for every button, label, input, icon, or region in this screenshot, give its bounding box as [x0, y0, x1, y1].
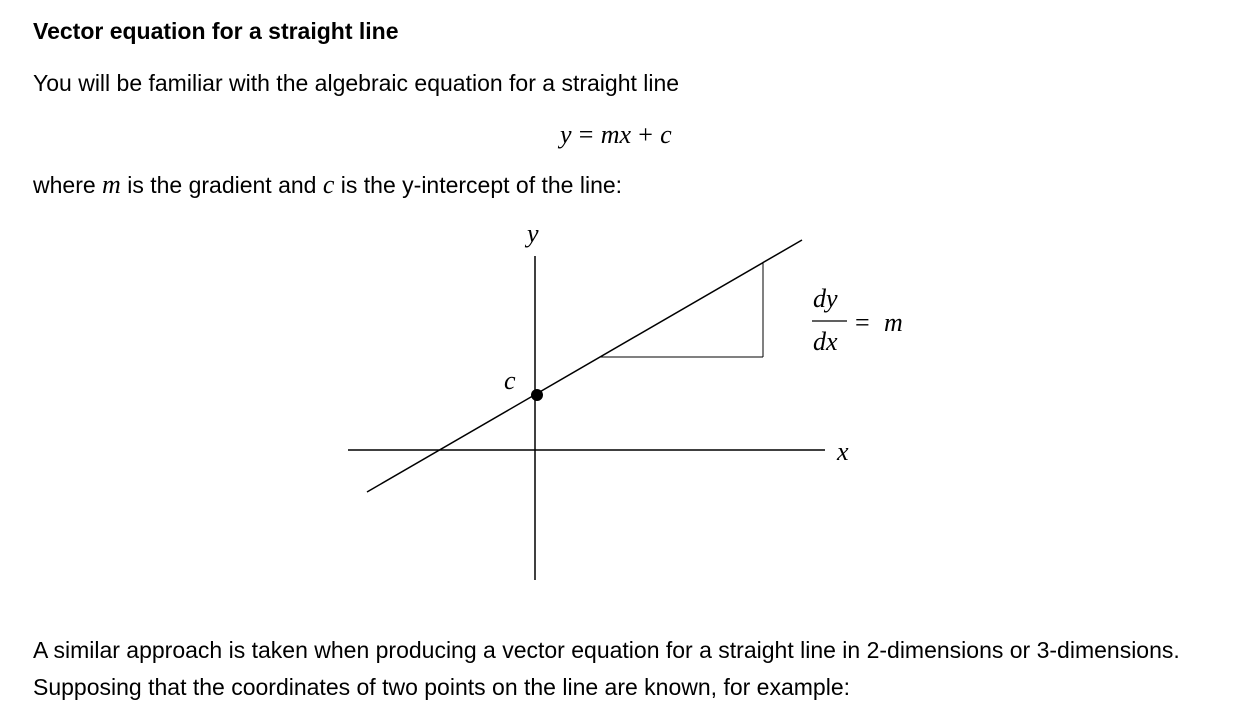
x-axis-label: x — [837, 437, 849, 466]
gradient-m: m — [884, 308, 903, 337]
intro-text: You will be familiar with the algebraic equation for a straight line — [33, 70, 680, 96]
section-heading: Vector equation for a straight line — [33, 18, 399, 44]
intercept-point — [531, 389, 543, 401]
equation-c: c — [660, 120, 672, 149]
equation-equals: = — [578, 120, 594, 149]
definition-part3: is the y-intercept of the line: — [334, 172, 623, 198]
definition-part1: where — [33, 172, 103, 198]
definition-m: m — [102, 170, 121, 199]
equation-plus: + — [638, 120, 653, 149]
intercept-label: c — [504, 366, 516, 395]
gradient-equals: = — [855, 308, 870, 337]
bottom-paragraph: A similar approach is taken when producing a vector equation for a straight line in 2-dimensions or 3-dimensions. Supposing that the coordinates of two points on the line are known, for example: — [33, 637, 1180, 700]
gradient-numerator: dy — [813, 284, 838, 313]
equation-mx: mx — [600, 120, 632, 149]
y-axis-label: y — [527, 219, 539, 248]
gradient-denominator: dx — [813, 327, 838, 356]
definition-part2: is the gradient and — [120, 172, 323, 198]
definition-c: c — [322, 170, 335, 199]
equation-y: y — [560, 120, 572, 149]
straight-line — [367, 240, 802, 492]
